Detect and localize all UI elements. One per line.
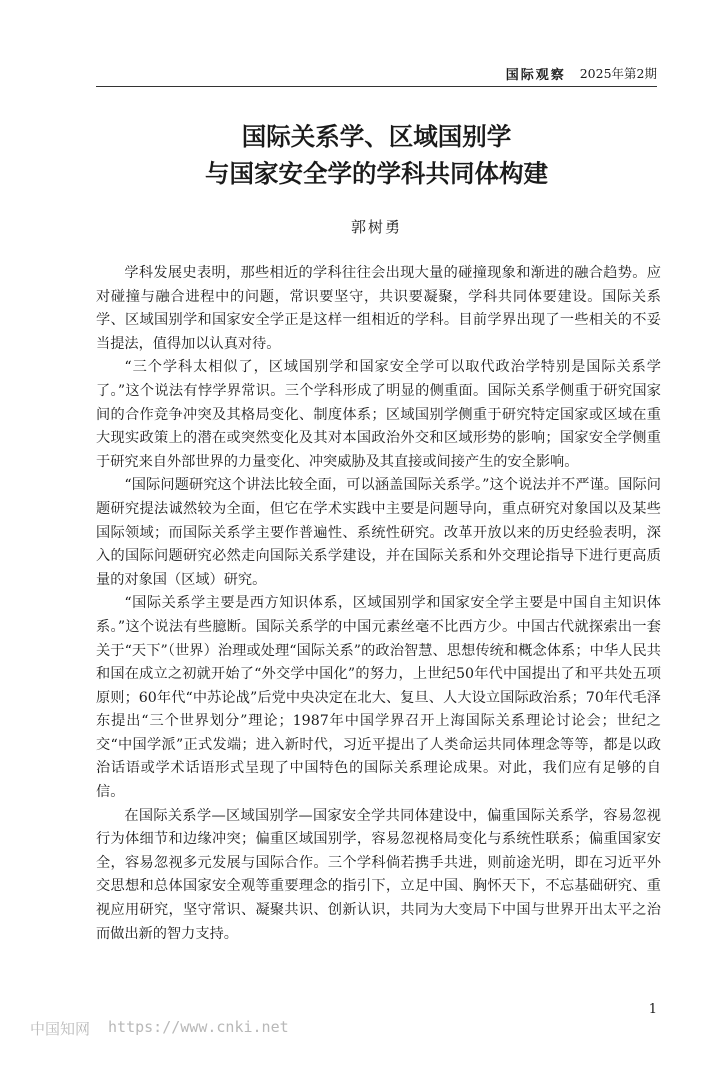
- author-name: 郭树勇: [350, 218, 402, 236]
- title-line-1: 国际关系学、区域国别学: [241, 122, 512, 151]
- journal-name: 国际观察: [505, 67, 566, 83]
- page-number: 1: [648, 1002, 657, 1017]
- article-body: [96, 262, 661, 946]
- paragraph-5: 在国际关系学—区域国别学—国家安全学共同体建设中，偏重国际关系学，容易忽视行为体细节和边缘冲突；偏重区域国别学，容易忽视格局变化与系统性联系；偏重国家安全，容易忽视多元发展与国际合作。三个学科倘若携手共进，则前途光明，即在习近平外交思想和总体国家安全观等重要理念的指引下，立足中国、胸怀天下，不忘基础研究、重视应用研究，坚守常识、凝聚共识、创新认识，共同为大变局下中国与世界开出太平之治而做出新的智力支持。: [96, 807, 661, 942]
- paragraph-1: 学科发展史表明，那些相近的学科往往会出现大量的碰撞现象和渐进的融合趋势。应对碰撞与融合进程中的问题，常识要坚守，共识要凝聚，学科共同体要建设。国际关系学、区域国别学和国家安全学正是这样一组相近的学科。目前学界出现了一些相关的不妥当提法，值得加以认真对待。: [96, 265, 661, 352]
- watermark-name: 中国知网: [30, 1020, 91, 1038]
- paragraph-3: “国际问题研究这个讲法比较全面，可以涵盖国际关系学。”这个说法并不严谨。国际问题研究提法诚然较为全面，但它在学术实践中主要是问题导向，重点研究对象国以及某些国际领域；而国际关系学主要作普遍性、系统性研究。改革开放以来的历史经验表明，深入的国际问题研究必然走向国际关系学建设，并在国际关系和外交理论指导下进行更高质量的对象国（区域）研究。: [96, 477, 661, 588]
- paragraph-4: “国际关系学主要是西方知识体系，区域国别学和国家安全学主要是中国自主知识体系。”这个说法有些臆断。国际关系学的中国元素丝毫不比西方少。中国古代就探索出一套关于“天下”（世界）治理或处理“国际关系”的政治智慧、思想传统和概念体系；中华人民共和国在成立之初就开始了“外交学中国化”的努力，上世纪50年代中国提出了和平共处五项原则；60年代“中苏论战”后党中央决定在北大、复旦、人大设立国际政治系；70年代毛泽东提出“三个世界划分”理论；1987年中国学界召开上海国际关系理论讨论会；世纪之交“中国学派”正式发端；进入新时代，习近平提出了人类命运共同体理念等等，都是以政治话语或学术话语形式呈现了中国特色的国际关系理论成果。对此，我们应有足够的自信。: [96, 595, 661, 801]
- running-header: [96, 60, 657, 87]
- issue-label: 2025年第2期: [579, 66, 657, 81]
- title-line-2: 与国家安全学的学科共同体构建: [205, 159, 548, 188]
- article-title: [96, 118, 657, 192]
- watermark-url[interactable]: https://www.cnki.net: [108, 1018, 289, 1036]
- watermark: [30, 1018, 289, 1039]
- paragraph-2: “三个学科太相似了，区域国别学和国家安全学可以取代政治学特别是国际关系学了。”这个说法有悖学界常识。三个学科形成了明显的侧重面。国际关系学侧重于研究国家间的合作竞争冲突及其格局变化、制度体系；区域国别学侧重于研究特定国家或区域在重大现实政策上的潜在或突然变化及其对本国政治外交和区域形势的影响；国家安全学侧重于研究来自外部世界的力量变化、冲突威胁及其直接或间接产生的安全影响。: [96, 359, 661, 470]
